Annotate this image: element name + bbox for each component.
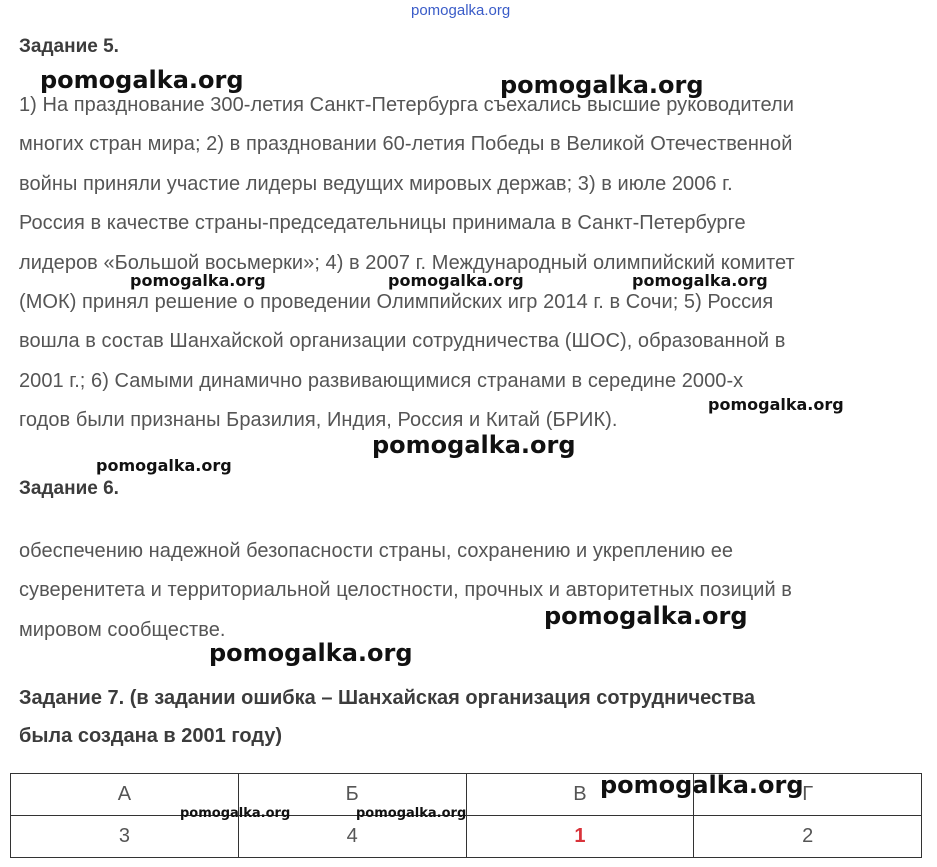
- task5-line: многих стран мира; 2) в праздновании 60-летия Победы в Великой Отечественной: [19, 133, 793, 156]
- table-cell: 2: [694, 816, 922, 858]
- task5-line: 1) На празднование 300-летия Санкт-Петербурга съехались высшие руководители: [19, 94, 794, 116]
- task6-heading: Задание 6.: [19, 478, 119, 499]
- task7-heading: [19, 679, 755, 755]
- task5-line: вошла в состав Шанхайской организации сотрудничества (ШОС), образованной в: [19, 330, 786, 353]
- watermark: pomogalka.org: [708, 395, 844, 414]
- table-header-cell: Г: [694, 774, 922, 816]
- watermark: pomogalka.org: [632, 271, 768, 290]
- table-row: [11, 816, 922, 858]
- table-cell-highlighted: 1: [466, 816, 694, 858]
- watermark: pomogalka.org: [209, 639, 413, 667]
- task6-text: [19, 532, 924, 650]
- task5-text: [19, 86, 924, 441]
- watermark: pomogalka.org: [388, 271, 524, 290]
- table-header-cell: В: [466, 774, 694, 816]
- task5-line: войны приняли участие лидеры ведущих мировых держав; 3) в июле 2006 г.: [19, 172, 733, 195]
- task6-line: мировом сообществе.: [19, 618, 226, 641]
- task5-line: Россия в качестве страны-председательницы принимала в Санкт-Петербурге: [19, 212, 746, 235]
- task6-line: суверенитета и территориальной целостности, прочных и авторитетных позиций в: [19, 579, 792, 602]
- table-cell: 4: [238, 816, 466, 858]
- table-cell: 3: [11, 816, 239, 858]
- watermark: pomogalka.org: [356, 806, 467, 821]
- watermark: pomogalka.org: [180, 806, 291, 821]
- watermark: pomogalka.org: [372, 431, 576, 459]
- watermark: pomogalka.org: [130, 271, 266, 290]
- table-header-cell: А: [11, 774, 239, 816]
- task5-line: годов были признаны Бразилия, Индия, Россия и Китай (БРИК).: [19, 409, 618, 432]
- watermark: pomogalka.org: [96, 456, 232, 475]
- task6-line: обеспечению надежной безопасности страны, сохранению и укреплению ее: [19, 540, 734, 562]
- task5-heading: Задание 5.: [19, 36, 119, 57]
- task5-line: 2001 г.; 6) Самыми динамично развивающимися странами в середине 2000-х: [19, 369, 744, 392]
- watermark: pomogalka.org: [500, 71, 704, 99]
- watermark: pomogalka.org: [40, 66, 244, 94]
- watermark: pomogalka.org: [600, 771, 804, 799]
- task5-line: (МОК) принял решение о проведении Олимпийских игр 2014 г. в Сочи; 5) Россия: [19, 291, 774, 314]
- watermark: pomogalka.org: [544, 602, 748, 630]
- task5-line: лидеров «Большой восьмерки»; 4) в 2007 г. Международный олимпийский комитет: [19, 251, 795, 274]
- top-watermark: pomogalka.org: [411, 2, 511, 19]
- task7-heading-line: была создана в 2001 году): [19, 725, 283, 747]
- table-header-cell: Б: [238, 774, 466, 816]
- task7-heading-line: Задание 7. (в задании ошибка – Шанхайская организация сотрудничества: [19, 687, 756, 709]
